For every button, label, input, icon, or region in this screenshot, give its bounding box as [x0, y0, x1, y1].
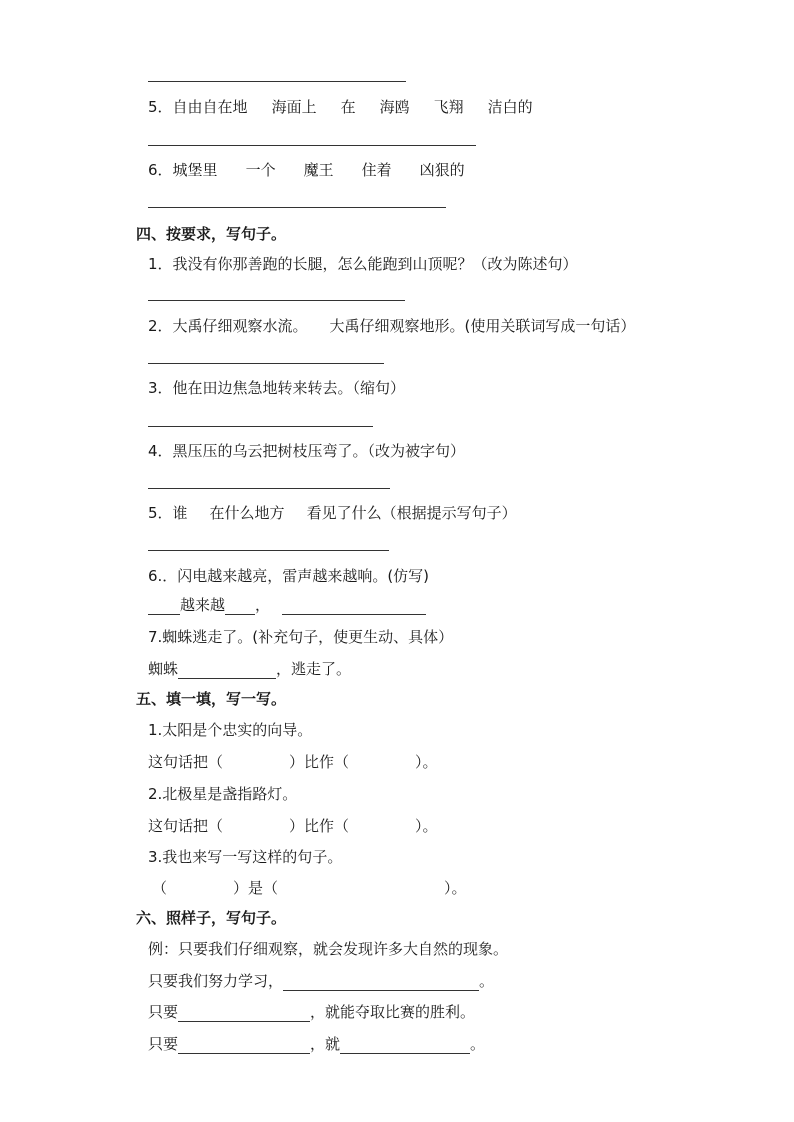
word-chunk: 住着 — [361, 161, 392, 179]
answer-line[interactable] — [148, 363, 384, 364]
fill-blank[interactable] — [283, 974, 479, 991]
word-chunk: 海鸥 — [379, 98, 410, 116]
word-chunk: 海面上 — [271, 98, 317, 116]
q4-item-6-fill: 越来越 ， — [148, 595, 426, 615]
q4-item-3: 3．他在田边焦急地转来转去。（缩句） — [148, 379, 406, 397]
q4-item-1: 1．我没有你那善跑的长腿，怎么能跑到山顶呢？（改为陈述句） — [148, 255, 578, 273]
q5-frame-2: 这句话把（ ）比作（ ）。 — [148, 817, 438, 835]
fill-blank[interactable] — [148, 598, 180, 615]
fill-blank[interactable] — [282, 598, 426, 615]
fill-blank[interactable] — [225, 598, 255, 615]
q5-sentence-3: 3.我也来写一写这样的句子。 — [148, 848, 343, 866]
answer-line[interactable] — [148, 426, 373, 427]
q3-item-6: 6．城堡里 一个 魔王 住着 凶狠的 — [148, 161, 465, 179]
fill-blank[interactable] — [178, 1005, 310, 1022]
word-chunk: 凶狠的 — [419, 161, 465, 179]
q6-line-3: 只要 ，就 。 — [148, 1035, 486, 1053]
fill-blank[interactable] — [340, 1037, 470, 1054]
q4-item-2: 2．大禹仔细观察水流。 大禹仔细观察地形。(使用关联词写成一句话） — [148, 317, 636, 335]
answer-line[interactable] — [148, 550, 389, 551]
answer-line[interactable] — [148, 207, 446, 208]
word-chunk: 在 — [340, 98, 356, 116]
q6-line-1: 只要我们努力学习， 。 — [148, 972, 495, 990]
q5-frame-1: 这句话把（ ）比作（ ）。 — [148, 753, 438, 771]
q4-item-6: 6.．闪电越来越亮，雷声越来越响。(仿写) — [148, 567, 430, 585]
q4-item-7: 7.蜘蛛逃走了。(补充句子，使更生动、具体） — [148, 628, 454, 646]
section-5-heading: 五、填一填，写一写。 — [136, 690, 287, 708]
q5-sentence-1: 1.太阳是个忠实的向导。 — [148, 721, 313, 739]
q6-example: 例：只要我们仔细观察，就会发现许多大自然的现象。 — [148, 940, 509, 958]
section-6-heading: 六、照样子，写句子。 — [136, 909, 287, 927]
word-chunk: 飞翔 — [433, 98, 464, 116]
word-chunk: 城堡里 — [172, 161, 218, 179]
section-4-heading: 四、按要求，写句子。 — [136, 225, 287, 243]
word-chunk: 自由自在地 — [172, 98, 248, 116]
q5-own-sentence: （ ）是（ ）。 — [152, 879, 467, 897]
q4-item-4: 4．黑压压的乌云把树枝压弯了。（改为被字句） — [148, 442, 466, 460]
fill-blank[interactable] — [178, 662, 276, 679]
q4-item-7-fill: 蜘蛛 ，逃走了。 — [148, 660, 352, 678]
q3-item-5: 5．自由自在地 海面上 在 海鸥 飞翔 洁白的 — [148, 98, 533, 116]
word-chunk: 魔王 — [303, 161, 334, 179]
word-chunk: 洁白的 — [487, 98, 533, 116]
q5-sentence-2: 2.北极星是盏指路灯。 — [148, 785, 298, 803]
fill-blank[interactable] — [178, 1037, 310, 1054]
q4-item-5: 5．谁 在什么地方 看见了什么（根据提示写句子） — [148, 504, 517, 522]
answer-line[interactable] — [148, 488, 390, 489]
word-chunk: 一个 — [245, 161, 276, 179]
q6-line-2: 只要 ，就能夺取比赛的胜利。 — [148, 1003, 476, 1021]
answer-line[interactable] — [148, 145, 476, 146]
answer-line[interactable] — [148, 81, 406, 82]
answer-line[interactable] — [148, 300, 405, 301]
